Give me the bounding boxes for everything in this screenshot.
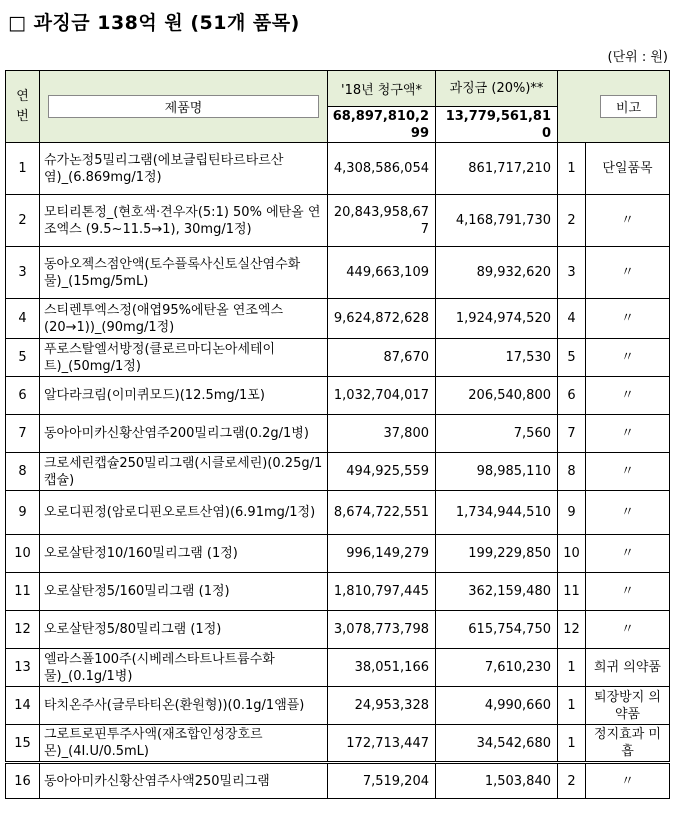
header-name: 제품명 [40,71,328,143]
product-count: 2 [558,195,586,247]
claim-amount: 87,670 [328,339,436,377]
product-name: 오로살탄정5/80밀리그램 (1정) [40,611,328,649]
claim-amount: 172,713,447 [328,725,436,763]
product-name: 그로트로핀투주사액(재조합인성장호르몬)_(4I.U/0.5mL) [40,725,328,763]
table-row [6,687,670,725]
table-row [6,247,670,299]
claim-amount: 449,663,109 [328,247,436,299]
table-row [6,611,670,649]
row-note: 〃 [586,611,670,649]
row-number: 3 [6,247,40,299]
table-row [6,763,670,799]
row-note: 〃 [586,491,670,535]
penalty-amount: 4,990,660 [436,687,558,725]
table-row [6,195,670,247]
penalty-amount: 98,985,110 [436,453,558,491]
penalty-amount: 199,229,850 [436,535,558,573]
penalty-amount: 7,560 [436,415,558,453]
row-number: 15 [6,725,40,763]
header-no: 연번 [6,71,40,143]
row-note: 단일품목 [586,143,670,195]
row-note: 퇴장방지 의약품 [586,687,670,725]
table-row [6,649,670,687]
product-name: 오로살탄정5/160밀리그램 (1정) [40,573,328,611]
claim-amount: 7,519,204 [328,763,436,799]
product-name: 오로살탄정10/160밀리그램 (1정) [40,535,328,573]
product-count: 12 [558,611,586,649]
claim-amount: 37,800 [328,415,436,453]
total-penalty: 13,779,561,810 [436,107,558,143]
claim-amount: 3,078,773,798 [328,611,436,649]
product-name: 엘라스폴100주(시베레스타트나트륨수화물)_(0.1g/1병) [40,649,328,687]
product-count: 1 [558,143,586,195]
penalty-amount: 34,542,680 [436,725,558,763]
row-note: 희귀 의약품 [586,649,670,687]
product-name: 동아아미카신황산염주200밀리그램(0.2g/1병) [40,415,328,453]
product-count: 8 [558,453,586,491]
penalty-amount: 17,530 [436,339,558,377]
penalty-amount: 1,503,840 [436,763,558,799]
row-note: 〃 [586,339,670,377]
penalty-amount: 89,932,620 [436,247,558,299]
table-row [6,299,670,339]
table-row [6,415,670,453]
product-name: 푸로스탈엘서방정(클로르마디논아세테이트)_(50mg/1정) [40,339,328,377]
row-number: 5 [6,339,40,377]
product-count: 1 [558,649,586,687]
row-number: 10 [6,535,40,573]
product-name: 모티리톤정_(현호색·견우자(5:1) 50% 에탄올 연조엑스 (9.5~11.5→1), 30mg/1정) [40,195,328,247]
product-count: 11 [558,573,586,611]
product-count: 4 [558,299,586,339]
row-note: 〃 [586,415,670,453]
product-name: 크로세린캡슐250밀리그램(시클로세린)(0.25g/1캡슐) [40,453,328,491]
header-claim: '18년 청구액* [328,71,436,107]
product-name: 스티렌투엑스정(애엽95%에탄올 연조엑스(20→1))_(90mg/1정) [40,299,328,339]
row-note: 〃 [586,763,670,799]
row-number: 12 [6,611,40,649]
product-name: 오로디핀정(암로디핀오로트산염)(6.91mg/1정) [40,491,328,535]
product-name: 동아오젝스점안액(토수플록사신토실산염수화물)_(15mg/5mL) [40,247,328,299]
header-row [6,71,670,107]
claim-amount: 1,810,797,445 [328,573,436,611]
table-row [6,535,670,573]
penalty-amount: 206,540,800 [436,377,558,415]
table-row [6,339,670,377]
total-claim: 68,897,810,299 [328,107,436,143]
table-row [6,143,670,195]
row-number: 14 [6,687,40,725]
row-note: 〃 [586,247,670,299]
row-note: 〃 [586,453,670,491]
claim-amount: 996,149,279 [328,535,436,573]
product-count: 2 [558,763,586,799]
table-row [6,573,670,611]
product-count: 7 [558,415,586,453]
product-name: 타치온주사(글루타티온(환원형))(0.1g/1앰플) [40,687,328,725]
penalty-amount: 615,754,750 [436,611,558,649]
row-note: 〃 [586,195,670,247]
table-row [6,377,670,415]
product-count: 3 [558,247,586,299]
product-count: 6 [558,377,586,415]
penalty-table [5,70,670,799]
row-note: 〃 [586,299,670,339]
row-number: 16 [6,763,40,799]
row-note: 〃 [586,573,670,611]
claim-amount: 38,051,166 [328,649,436,687]
product-name: 동아아미카신황산염주사액250밀리그램 [40,763,328,799]
header-penalty: 과징금 (20%)** [436,71,558,107]
penalty-amount: 362,159,480 [436,573,558,611]
row-number: 6 [6,377,40,415]
product-count: 1 [558,687,586,725]
product-count: 9 [558,491,586,535]
table-row [6,725,670,763]
penalty-amount: 861,717,210 [436,143,558,195]
claim-amount: 9,624,872,628 [328,299,436,339]
product-count: 5 [558,339,586,377]
claim-amount: 20,843,958,677 [328,195,436,247]
row-number: 8 [6,453,40,491]
product-count: 1 [558,725,586,763]
row-note: 정지효과 미흡 [586,725,670,763]
product-name: 슈가논정5밀리그램(에보글립틴타르타르산염)_(6.869mg/1정) [40,143,328,195]
product-name: 알다라크림(이미퀴모드)(12.5mg/1포) [40,377,328,415]
claim-amount: 8,674,722,551 [328,491,436,535]
row-number: 9 [6,491,40,535]
row-number: 7 [6,415,40,453]
row-number: 4 [6,299,40,339]
penalty-amount: 1,924,974,520 [436,299,558,339]
page-title: □ 과징금 138억 원 (51개 품목) [8,12,300,34]
claim-amount: 24,953,328 [328,687,436,725]
claim-amount: 494,925,559 [328,453,436,491]
row-number: 1 [6,143,40,195]
row-number: 13 [6,649,40,687]
row-number: 11 [6,573,40,611]
table-row [6,491,670,535]
header-note: 비고 [558,71,670,143]
unit-note: (단위 : 원) [607,50,668,65]
claim-amount: 1,032,704,017 [328,377,436,415]
penalty-amount: 4,168,791,730 [436,195,558,247]
penalty-amount: 7,610,230 [436,649,558,687]
row-note: 〃 [586,377,670,415]
table-row [6,453,670,491]
claim-amount: 4,308,586,054 [328,143,436,195]
penalty-amount: 1,734,944,510 [436,491,558,535]
product-count: 10 [558,535,586,573]
row-note: 〃 [586,535,670,573]
row-number: 2 [6,195,40,247]
